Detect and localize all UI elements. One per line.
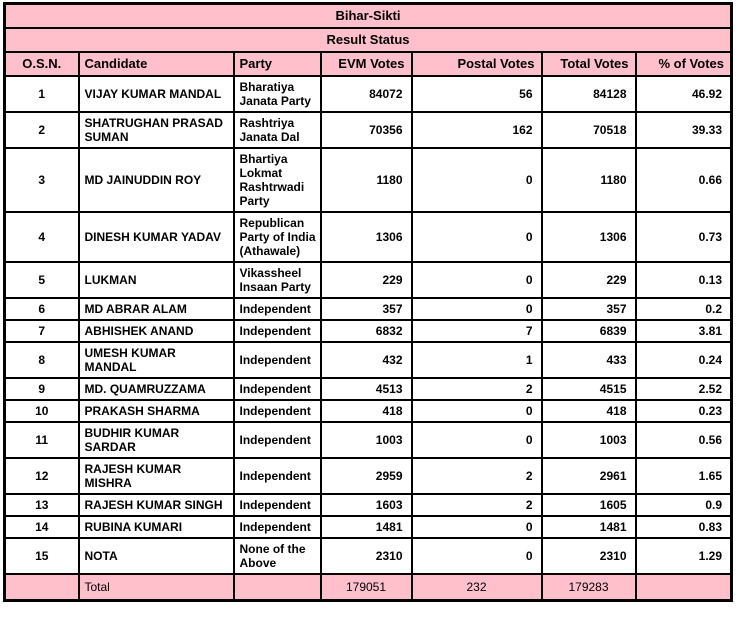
party-cell: Bharatiya Janata Party — [234, 76, 321, 112]
postal-votes-cell: 7 — [412, 320, 542, 342]
table-row — [5, 458, 732, 494]
evm-votes-cell: 2310 — [321, 538, 412, 574]
table-row — [5, 298, 732, 320]
osn-cell: 12 — [5, 458, 79, 494]
col-header-pct-votes: % of Votes — [636, 52, 732, 76]
total-votes-cell: 1605 — [542, 494, 636, 516]
postal-votes-cell: 56 — [412, 76, 542, 112]
pct-votes-cell: 0.2 — [636, 298, 732, 320]
pct-votes-cell: 0.66 — [636, 148, 732, 212]
table-row — [5, 400, 732, 422]
osn-cell: 14 — [5, 516, 79, 538]
evm-votes-cell: 432 — [321, 342, 412, 378]
pct-votes-cell: 2.52 — [636, 378, 732, 400]
candidate-cell: RAJESH KUMAR SINGH — [79, 494, 234, 516]
osn-cell: 1 — [5, 76, 79, 112]
osn-cell: 8 — [5, 342, 79, 378]
postal-votes-cell: 0 — [412, 148, 542, 212]
pct-votes-cell: 1.65 — [636, 458, 732, 494]
candidate-cell: SHATRUGHAN PRASAD SUMAN — [79, 112, 234, 148]
candidate-cell: RUBINA KUMARI — [79, 516, 234, 538]
table-row — [5, 516, 732, 538]
candidate-cell: MD. QUAMRUZZAMA — [79, 378, 234, 400]
candidate-cell: BUDHIR KUMAR SARDAR — [79, 422, 234, 458]
col-header-party: Party — [234, 52, 321, 76]
total-votes-cell: 1306 — [542, 212, 636, 262]
candidate-cell: MD JAINUDDIN ROY — [79, 148, 234, 212]
pct-votes-cell: 0.83 — [636, 516, 732, 538]
pct-votes-cell: 46.92 — [636, 76, 732, 112]
party-cell: Independent — [234, 342, 321, 378]
postal-votes-cell: 162 — [412, 112, 542, 148]
total-empty-party-cell — [234, 574, 321, 601]
candidate-cell: ABHISHEK ANAND — [79, 320, 234, 342]
total-votes-cell: 4515 — [542, 378, 636, 400]
result-status-table — [3, 2, 733, 602]
table-row — [5, 262, 732, 298]
candidate-cell: LUKMAN — [79, 262, 234, 298]
total-total-votes: 179283 — [542, 574, 636, 601]
total-votes-cell: 84128 — [542, 76, 636, 112]
total-postal-votes: 232 — [412, 574, 542, 601]
evm-votes-cell: 1003 — [321, 422, 412, 458]
pct-votes-cell: 0.23 — [636, 400, 732, 422]
total-votes-cell: 70518 — [542, 112, 636, 148]
total-label: Total — [79, 574, 234, 601]
col-header-osn: O.S.N. — [5, 52, 79, 76]
col-header-candidate: Candidate — [79, 52, 234, 76]
evm-votes-cell: 1481 — [321, 516, 412, 538]
osn-cell: 11 — [5, 422, 79, 458]
party-cell: None of the Above — [234, 538, 321, 574]
osn-cell: 13 — [5, 494, 79, 516]
table-row — [5, 494, 732, 516]
evm-votes-cell: 84072 — [321, 76, 412, 112]
osn-cell: 2 — [5, 112, 79, 148]
page-title: Bihar-Sikti — [5, 4, 732, 29]
col-header-postal-votes: Postal Votes — [412, 52, 542, 76]
total-votes-cell: 2310 — [542, 538, 636, 574]
evm-votes-cell: 70356 — [321, 112, 412, 148]
party-cell: Independent — [234, 422, 321, 458]
party-cell: Vikassheel Insaan Party — [234, 262, 321, 298]
party-cell: Independent — [234, 378, 321, 400]
table-row — [5, 320, 732, 342]
title-row — [5, 4, 732, 29]
postal-votes-cell: 0 — [412, 422, 542, 458]
pct-votes-cell: 0.9 — [636, 494, 732, 516]
table-row — [5, 212, 732, 262]
evm-votes-cell: 1603 — [321, 494, 412, 516]
col-header-total-votes: Total Votes — [542, 52, 636, 76]
table-row — [5, 148, 732, 212]
total-votes-cell: 1180 — [542, 148, 636, 212]
party-cell: Independent — [234, 400, 321, 422]
pct-votes-cell: 0.24 — [636, 342, 732, 378]
table-row — [5, 112, 732, 148]
total-evm-votes: 179051 — [321, 574, 412, 601]
party-cell: Independent — [234, 458, 321, 494]
table-row — [5, 538, 732, 574]
osn-cell: 6 — [5, 298, 79, 320]
candidate-cell: DINESH KUMAR YADAV — [79, 212, 234, 262]
table-row — [5, 422, 732, 458]
total-votes-cell: 1003 — [542, 422, 636, 458]
candidate-cell: VIJAY KUMAR MANDAL — [79, 76, 234, 112]
total-votes-cell: 229 — [542, 262, 636, 298]
col-header-evm-votes: EVM Votes — [321, 52, 412, 76]
candidate-cell: PRAKASH SHARMA — [79, 400, 234, 422]
total-empty-pct-cell — [636, 574, 732, 601]
total-empty-osn-cell — [5, 574, 79, 601]
candidate-cell: RAJESH KUMAR MISHRA — [79, 458, 234, 494]
osn-cell: 7 — [5, 320, 79, 342]
pct-votes-cell: 0.73 — [636, 212, 732, 262]
total-votes-cell: 2961 — [542, 458, 636, 494]
result-status-subtitle: Result Status — [5, 28, 732, 52]
postal-votes-cell: 0 — [412, 262, 542, 298]
candidate-cell: UMESH KUMAR MANDAL — [79, 342, 234, 378]
party-cell: Bhartiya Lokmat Rashtrwadi Party — [234, 148, 321, 212]
evm-votes-cell: 357 — [321, 298, 412, 320]
osn-cell: 15 — [5, 538, 79, 574]
pct-votes-cell: 3.81 — [636, 320, 732, 342]
osn-cell: 3 — [5, 148, 79, 212]
postal-votes-cell: 0 — [412, 400, 542, 422]
osn-cell: 4 — [5, 212, 79, 262]
total-votes-cell: 1481 — [542, 516, 636, 538]
candidate-cell: MD ABRAR ALAM — [79, 298, 234, 320]
osn-cell: 9 — [5, 378, 79, 400]
total-votes-cell: 357 — [542, 298, 636, 320]
postal-votes-cell: 0 — [412, 298, 542, 320]
subtitle-row — [5, 28, 732, 52]
pct-votes-cell: 1.29 — [636, 538, 732, 574]
party-cell: Independent — [234, 494, 321, 516]
party-cell: Independent — [234, 320, 321, 342]
postal-votes-cell: 2 — [412, 378, 542, 400]
pct-votes-cell: 0.56 — [636, 422, 732, 458]
evm-votes-cell: 6832 — [321, 320, 412, 342]
evm-votes-cell: 418 — [321, 400, 412, 422]
postal-votes-cell: 2 — [412, 494, 542, 516]
candidate-cell: NOTA — [79, 538, 234, 574]
total-votes-cell: 418 — [542, 400, 636, 422]
total-votes-cell: 433 — [542, 342, 636, 378]
party-cell: Rashtriya Janata Dal — [234, 112, 321, 148]
postal-votes-cell: 1 — [412, 342, 542, 378]
osn-cell: 10 — [5, 400, 79, 422]
pct-votes-cell: 0.13 — [636, 262, 732, 298]
osn-cell: 5 — [5, 262, 79, 298]
table-row — [5, 378, 732, 400]
postal-votes-cell: 0 — [412, 538, 542, 574]
party-cell: Republican Party of India (Athawale) — [234, 212, 321, 262]
evm-votes-cell: 4513 — [321, 378, 412, 400]
evm-votes-cell: 229 — [321, 262, 412, 298]
table-row — [5, 76, 732, 112]
column-header-row — [5, 52, 732, 76]
evm-votes-cell: 2959 — [321, 458, 412, 494]
table-row — [5, 342, 732, 378]
pct-votes-cell: 39.33 — [636, 112, 732, 148]
total-row — [5, 574, 732, 601]
party-cell: Independent — [234, 298, 321, 320]
postal-votes-cell: 2 — [412, 458, 542, 494]
postal-votes-cell: 0 — [412, 212, 542, 262]
postal-votes-cell: 0 — [412, 516, 542, 538]
evm-votes-cell: 1306 — [321, 212, 412, 262]
total-votes-cell: 6839 — [542, 320, 636, 342]
evm-votes-cell: 1180 — [321, 148, 412, 212]
party-cell: Independent — [234, 516, 321, 538]
